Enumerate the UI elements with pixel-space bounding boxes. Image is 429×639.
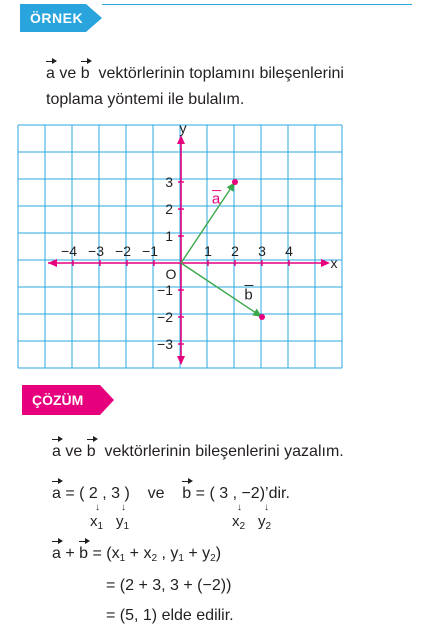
- arrow-x2: ↓: [237, 502, 242, 513]
- vector-a-endpoint: [232, 179, 238, 185]
- solution-badge-label: ÇÖZÜM: [32, 392, 84, 408]
- solution-line-1: [52, 442, 344, 462]
- sum-step-2: = (2 + 3, 3 + (−2)): [106, 577, 232, 594]
- label-x1: $x_1$: [90, 513, 104, 532]
- y-tick-label: −3: [157, 336, 173, 352]
- vector-b-symbol: b: [86, 443, 96, 460]
- x-tick-label: 2: [231, 243, 239, 259]
- vector-b-symbol: b: [182, 485, 192, 502]
- y-tick-label: 1: [165, 228, 173, 244]
- x-axis-label: x: [330, 255, 338, 271]
- vector-b-symbol: b: [80, 65, 90, 82]
- vector-a-symbol: a: [52, 485, 61, 502]
- solution-text: vektörlerinin bileşenlerini yazalım.: [104, 443, 344, 460]
- example-badge: [20, 4, 102, 32]
- arrow-y2: ↓: [264, 502, 269, 513]
- vector-a-label: a: [211, 190, 221, 208]
- origin-label: O: [165, 266, 177, 282]
- y-tick-label: 3: [165, 174, 173, 190]
- arrow-y1: ↓: [121, 502, 126, 513]
- y-axis-arrow: [177, 135, 185, 144]
- x-tick-label: −3: [88, 243, 104, 259]
- header-rule: [102, 4, 412, 5]
- vector-b-components: = ( 3 , −2)’dir.: [195, 485, 290, 502]
- conjunction: ve: [147, 485, 165, 502]
- conjunction: ve: [59, 65, 77, 82]
- x-tick-label: −1: [142, 243, 158, 259]
- y-tick-label: 2: [165, 201, 173, 217]
- vector-a-symbol: a: [46, 65, 55, 82]
- conjunction: ve: [65, 443, 83, 460]
- components-line: [52, 484, 290, 504]
- label-y1: $y_1$: [116, 513, 130, 532]
- x-tick-label: 3: [258, 243, 266, 259]
- example-badge-label: ÖRNEK: [30, 10, 84, 26]
- vector-a-symbol: a: [52, 443, 61, 460]
- y-axis-label: y: [179, 120, 187, 136]
- plus-sign: +: [65, 545, 75, 562]
- vector-a-components: = ( 2 , 3 ): [65, 485, 130, 502]
- vector-b-endpoint: [259, 314, 265, 320]
- x-tick-label: −2: [115, 243, 131, 259]
- y-tick-label: −1: [157, 282, 173, 298]
- label-y2: $y_2$: [258, 513, 272, 532]
- problem-line-2: toplama yöntemi ile bulalım.: [46, 91, 245, 108]
- x-tick-label: −4: [61, 243, 77, 259]
- y-tick-label: −2: [157, 309, 173, 325]
- x-tick-label: 1: [204, 243, 212, 259]
- y-axis-arrow-down: [177, 356, 185, 365]
- problem-line-1: [46, 64, 344, 84]
- label-x2: $x_2$: [232, 513, 246, 532]
- problem-text: vektörlerinin toplamını bileşenlerini: [98, 65, 344, 82]
- coordinate-graph: [18, 120, 348, 370]
- vector-a-symbol: a: [52, 545, 61, 562]
- arrow-x1: ↓: [95, 502, 100, 513]
- solution-badge: [22, 385, 114, 415]
- vector-b-label: b: [244, 286, 253, 304]
- vector-b-symbol: b: [79, 545, 89, 562]
- sum-line: $a + b = (x_1 + x_2$ , $y_1 + y_2$): [52, 545, 222, 564]
- sum-result: = (5, 1) elde edilir.: [106, 607, 234, 624]
- x-tick-label: 4: [285, 243, 293, 259]
